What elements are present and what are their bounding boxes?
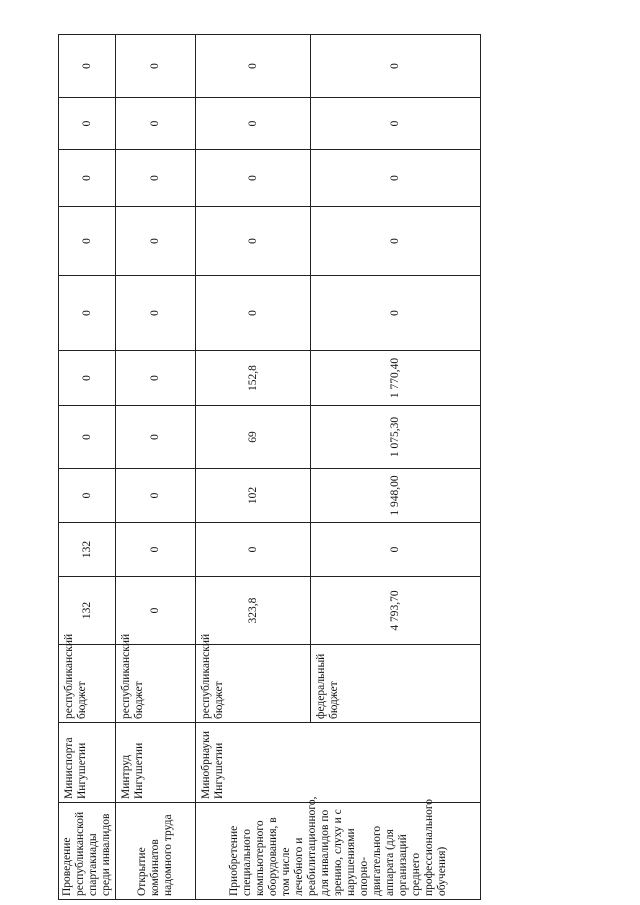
funding-source-cell: республиканский бюджет xyxy=(196,645,311,723)
value-cell: 0 xyxy=(59,207,116,276)
value-cell: 0 xyxy=(116,35,196,98)
value-cell: 0 xyxy=(59,406,116,469)
value-cell: 0 xyxy=(311,98,481,150)
value-cell: 0 xyxy=(59,469,116,523)
value-cell: 0 xyxy=(311,207,481,276)
value-cell: 0 xyxy=(196,35,311,98)
value-cell: 69 xyxy=(196,406,311,469)
value-cell: 0 xyxy=(116,577,196,645)
value-cell: 0 xyxy=(59,35,116,98)
table-row xyxy=(196,35,311,900)
value-cell: 0 xyxy=(59,150,116,207)
value-cell: 102 xyxy=(196,469,311,523)
executor-cell: Минобрнауки Ингушетии xyxy=(196,723,481,803)
value-cell: 132 xyxy=(59,577,116,645)
activity-description: Приобретение специального компьютерного оборудования, в том числе лечебного и реабилитационного, для инвалидов по зрению, слуху и с нарушениями опорно-двигательного аппарата (для организаций среднего профессионального обучения) xyxy=(196,803,481,900)
rotated-table-wrapper xyxy=(58,35,478,900)
table-row xyxy=(116,35,196,900)
value-cell: 0 xyxy=(59,276,116,351)
value-cell: 0 xyxy=(311,150,481,207)
value-cell: 0 xyxy=(196,276,311,351)
value-cell: 1 948,00 xyxy=(311,469,481,523)
value-cell: 0 xyxy=(196,207,311,276)
value-cell: 132 xyxy=(59,523,116,577)
value-cell: 0 xyxy=(116,406,196,469)
value-cell: 0 xyxy=(196,523,311,577)
value-cell: 0 xyxy=(116,276,196,351)
program-activities-table xyxy=(58,34,481,900)
activity-description: Проведение республиканской спартакиады среди инвалидов xyxy=(59,803,116,900)
value-cell: 0 xyxy=(59,351,116,406)
value-cell: 323,8 xyxy=(196,577,311,645)
value-cell: 0 xyxy=(116,523,196,577)
funding-source-cell: республиканский бюджет xyxy=(59,645,116,723)
funding-source-cell: республиканский бюджет xyxy=(116,645,196,723)
value-cell: 0 xyxy=(311,276,481,351)
funding-source-cell: федеральный бюджет xyxy=(311,645,481,723)
executor-cell: Миниспорта Ингушетии xyxy=(59,723,116,803)
value-cell: 152,8 xyxy=(196,351,311,406)
table-row xyxy=(59,35,116,900)
value-cell: 0 xyxy=(116,351,196,406)
value-cell: 1 075,30 xyxy=(311,406,481,469)
value-cell: 0 xyxy=(196,98,311,150)
value-cell: 0 xyxy=(116,150,196,207)
value-cell: 0 xyxy=(116,98,196,150)
value-cell: 0 xyxy=(116,207,196,276)
value-cell: 0 xyxy=(311,35,481,98)
value-cell: 4 793,70 xyxy=(311,577,481,645)
value-cell: 0 xyxy=(116,469,196,523)
value-cell: 1 770,40 xyxy=(311,351,481,406)
value-cell: 0 xyxy=(311,523,481,577)
executor-cell: Минтруд Ингушетии xyxy=(116,723,196,803)
activity-description: Открытие комбинатов надомного труда xyxy=(116,803,196,900)
value-cell: 0 xyxy=(59,98,116,150)
value-cell: 0 xyxy=(196,150,311,207)
